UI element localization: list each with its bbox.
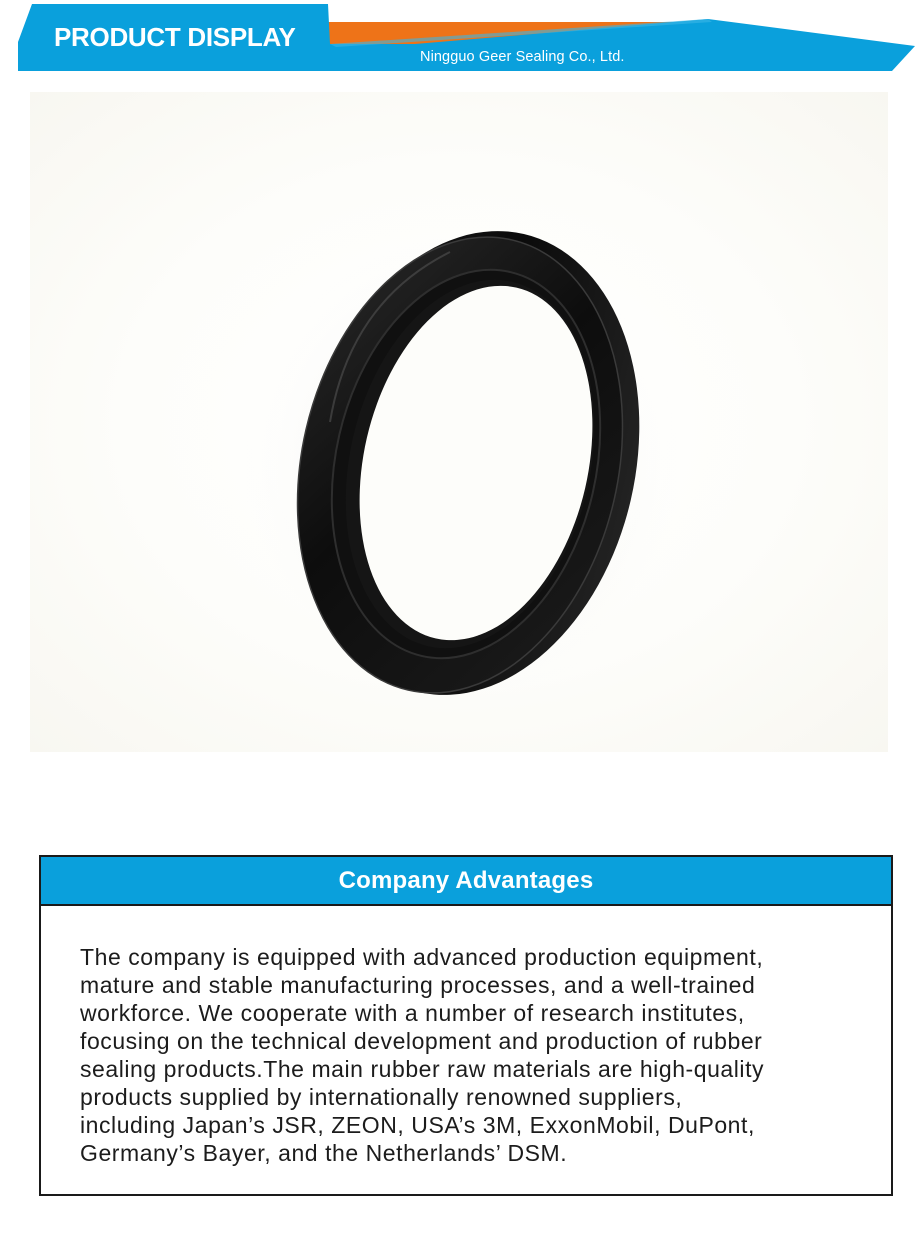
advantages-line: sealing products.The main rubber raw materials are high-quality (80, 1056, 765, 1082)
advantages-line: workforce. We cooperate with a number of research institutes, (80, 1000, 745, 1026)
company-name: Ningguo Geer Sealing Co., Ltd. (420, 49, 625, 65)
advantages-line: The company is equipped with advanced production equipment, (80, 944, 764, 970)
advantages-line: Germany’s Bayer, and the Netherlands’ DSM. (80, 1140, 568, 1166)
advantages-line: including Japan’s JSR, ZEON, USA’s 3M, ExxonMobil, DuPont, (80, 1112, 755, 1138)
seal-ring-image (30, 92, 888, 752)
advantages-text (80, 943, 870, 1167)
product-photo (30, 92, 888, 752)
advantages-line: products supplied by internationally renowned suppliers, (80, 1084, 683, 1110)
product-display-banner (0, 0, 915, 75)
banner-title: PRODUCT DISPLAY (54, 22, 296, 52)
advantages-title: Company Advantages (338, 866, 594, 894)
advantages-header (41, 857, 891, 906)
advantages-line: mature and stable manufacturing processes, and a well-trained (80, 972, 756, 998)
advantages-line: focusing on the technical development and production of rubber (80, 1028, 763, 1054)
company-advantages-section (39, 855, 893, 1196)
